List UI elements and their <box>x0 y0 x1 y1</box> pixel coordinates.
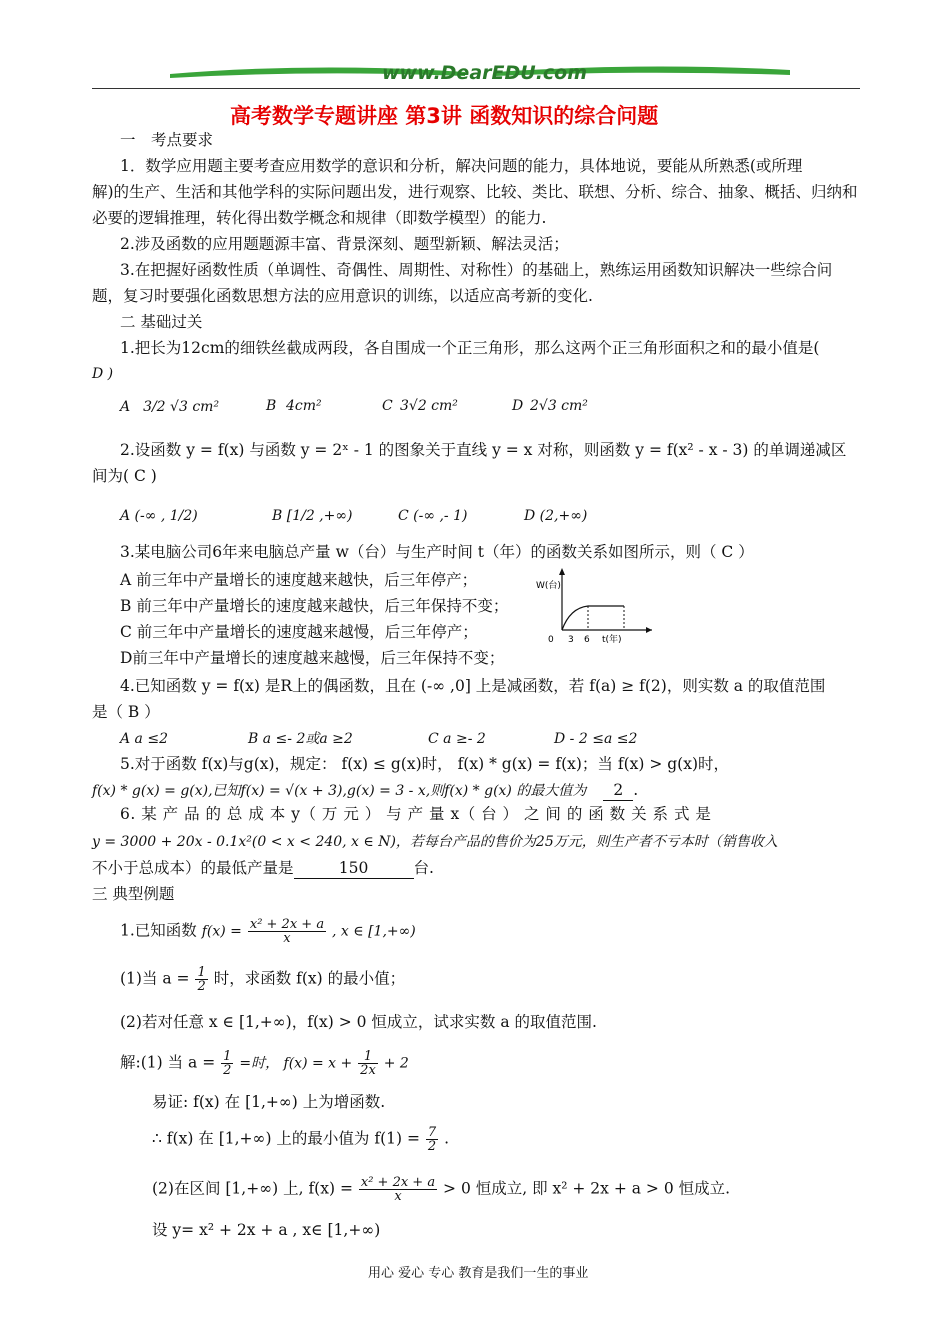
question-3: 3.某电脑公司6年来电脑总产量 w（台）与生产时间 t（年）的函数关系如图所示，则（ C ） <box>120 543 754 561</box>
solution-step: 设 y= x² + 2x + a , x∈ [1,+∞) <box>152 1221 381 1239</box>
denominator: 2 <box>197 979 206 994</box>
section-heading: 三 典型例题 <box>92 885 175 903</box>
section-heading: 二 基础过关 <box>120 313 203 331</box>
option-label: A <box>120 399 131 415</box>
page-footer: 用心 爱心 专心 教育是我们一生的事业 <box>368 1266 589 1281</box>
option-c: C (-∞ ,- 1) <box>398 508 468 524</box>
q1-options <box>120 396 820 417</box>
paragraph: 1．数学应用题主要考查应用数学的意识和分析，解决问题的能力，具体地说，要能从所熟悉(或所理 <box>120 157 803 175</box>
formula: =时， f(x) = x + <box>239 1055 353 1072</box>
numerator: 7 <box>427 1125 437 1140</box>
question-1: 1.把长为12cm的细铁丝截成两段，各自围成一个正三角形，那么这两个正三角形面积之和的最小值是( <box>120 339 820 357</box>
paragraph <box>92 858 434 879</box>
paragraph: 解)的生产、生活和其他学科的实际问题出发，进行观察、比较、类比、联想、分析、综合、抽象、概括、归纳和 <box>92 183 858 201</box>
text: ∴ f(x) 在 [1,+∞) 上的最小值为 f(1) = <box>152 1129 420 1148</box>
tick-label: 0 <box>548 635 554 645</box>
question-4: 4.已知函数 y = f(x) 是R上的偶函数，且在 (-∞ ,0] 上是减函数，若 f(a) ≥ f(2)，则实数 a 的取值范围 <box>120 677 826 695</box>
numerator: 1 <box>223 1049 232 1064</box>
option-d: D (2,+∞) <box>524 508 588 524</box>
option-b: B 前三年中产量增长的速度越来越快，后三年保持不变； <box>120 597 509 615</box>
solution-step <box>152 1176 730 1203</box>
paragraph: 3.在把握好函数性质（单调性、奇偶性、周期性、对称性）的基础上，熟练运用函数知识解决一些综合问 <box>120 261 833 279</box>
formula: f(x) = <box>201 923 242 940</box>
option-d: D前三年中产量增长的速度越来越慢，后三年保持不变； <box>120 649 505 667</box>
paragraph: 是（ B ） <box>92 703 160 721</box>
solution-step <box>152 1126 449 1153</box>
option-label: B <box>266 398 277 414</box>
paragraph: 间为( C ) <box>92 467 157 485</box>
graph-ylabel: W(台) <box>536 581 561 591</box>
q6-text: 不小于总成本）的最低产量是 <box>92 859 294 877</box>
production-graph <box>532 566 657 648</box>
tick-label: 6 <box>584 635 590 645</box>
option-b: 4cm² <box>286 398 322 414</box>
paragraph: 题，复习时要强化函数思想方法的应用意识的训练，以适应高考新的变化. <box>92 287 593 305</box>
fraction <box>221 1050 233 1077</box>
option-d: D - 2 ≤a ≤2 <box>554 731 638 747</box>
option-c: C a ≥- 2 <box>428 731 486 747</box>
fraction <box>426 1126 438 1153</box>
tick-label: 3 <box>568 635 574 645</box>
option-a: 3/2 √3 cm² <box>143 399 220 415</box>
formula: + 2 <box>383 1055 409 1072</box>
fraction <box>195 966 207 993</box>
text: . <box>444 1129 450 1148</box>
domain: , x ∈ [1,+∞) <box>332 923 416 940</box>
paragraph: f(x) * g(x) = g(x),已知f(x) = √(x + 3),g(x) = 3 - x,则f(x) * g(x) 的最大值为 2 . <box>92 781 639 799</box>
denominator: 2x <box>360 1063 376 1078</box>
option-b: B a ≤- 2或a ≥2 <box>248 731 353 747</box>
site-logo[interactable]: www.DearEDU.com <box>382 62 588 84</box>
option-b: B [1/2 ,+∞) <box>272 508 353 524</box>
numerator: 1 <box>358 1050 378 1064</box>
question-6: 6. 某 产 品 的 总 成 本 y（ 万 元 ） 与 产 量 x（ 台 ） 之 间 的 函 数 关 系 式 是 <box>120 805 712 823</box>
paragraph: 2.涉及函数的应用题题源丰富、背景深刻、题型新颖、解法灵活； <box>120 235 569 253</box>
text: (1)当 a = <box>120 969 190 988</box>
numerator: x² + 2x + a <box>360 1175 436 1190</box>
fraction <box>358 1050 378 1077</box>
paragraph: 必要的逻辑推理，转化得出数学概念和规律（即数学模型）的能力. <box>92 209 547 227</box>
part-1 <box>120 966 405 993</box>
solution-step <box>120 1050 409 1077</box>
answer: D ) <box>92 366 114 382</box>
example-1 <box>120 918 416 945</box>
text: > 0 恒成立, 即 x² + 2x + a > 0 恒成立. <box>443 1179 731 1198</box>
denominator: 2 <box>223 1063 232 1078</box>
option-label: C <box>382 398 393 414</box>
numerator: 1 <box>197 965 206 980</box>
option-c: C 前三年中产量增长的速度越来越慢，后三年停产； <box>120 623 478 641</box>
fraction <box>359 1176 437 1203</box>
graph-xlabel: t(年) <box>602 635 622 645</box>
question-5: 5.对于函数 f(x)与g(x)，规定： f(x) ≤ g(x)时， f(x) * g(x) = f(x)；当 f(x) > g(x)时， <box>120 755 730 773</box>
option-a: A (-∞ , 1/2) <box>120 508 198 524</box>
denominator: x <box>283 931 291 946</box>
option-a: A 前三年中产量增长的速度越来越快，后三年停产； <box>120 571 478 589</box>
text: 1.已知函数 <box>120 921 197 940</box>
numerator: x² + 2x + a <box>249 917 325 932</box>
denominator: 2 <box>427 1139 437 1154</box>
text: 解:(1) 当 a = <box>120 1053 216 1072</box>
q5-line: f(x) * g(x) = g(x),已知f(x) = √(x + 3),g(x) = 3 - x,则f(x) * g(x) 的最大值为 <box>92 783 587 799</box>
section-heading: 一 考点要求 <box>120 131 214 149</box>
answer-blank: 150 <box>294 858 414 879</box>
text: (2)在区间 [1,+∞) 上, f(x) = <box>152 1179 353 1198</box>
option-label: D <box>512 398 524 414</box>
answer-blank: 2 <box>603 780 633 801</box>
option-c: 3√2 cm² <box>400 398 458 414</box>
solution-step: 易证: f(x) 在 [1,+∞) 上为增函数. <box>152 1093 386 1111</box>
header-rule <box>92 88 860 89</box>
formula: y = 3000 + 20x - 0.1x²(0 < x < 240, x ∈ N)，若每台产品的售价为25万元，则生产者不亏本时（销售收入 <box>92 834 778 850</box>
page-title: 高考数学专题讲座 第3讲 函数知识的综合问题 <box>230 104 659 128</box>
question-2: 2.设函数 y = f(x) 与函数 y = 2ˣ - 1 的图象关于直线 y = x 对称，则函数 y = f(x² - x - 3) 的单调递减区 <box>120 441 847 459</box>
denominator: x <box>394 1189 402 1204</box>
part-2: (2)若对任意 x ∈ [1,+∞)，f(x) > 0 恒成立，试求实数 a 的取值范围. <box>120 1013 597 1031</box>
q6-text: 台. <box>413 859 434 877</box>
fraction <box>248 918 326 945</box>
option-d: 2√3 cm² <box>530 398 588 414</box>
text: 时，求函数 f(x) 的最小值； <box>213 969 406 988</box>
option-a: A a ≤2 <box>120 731 168 747</box>
